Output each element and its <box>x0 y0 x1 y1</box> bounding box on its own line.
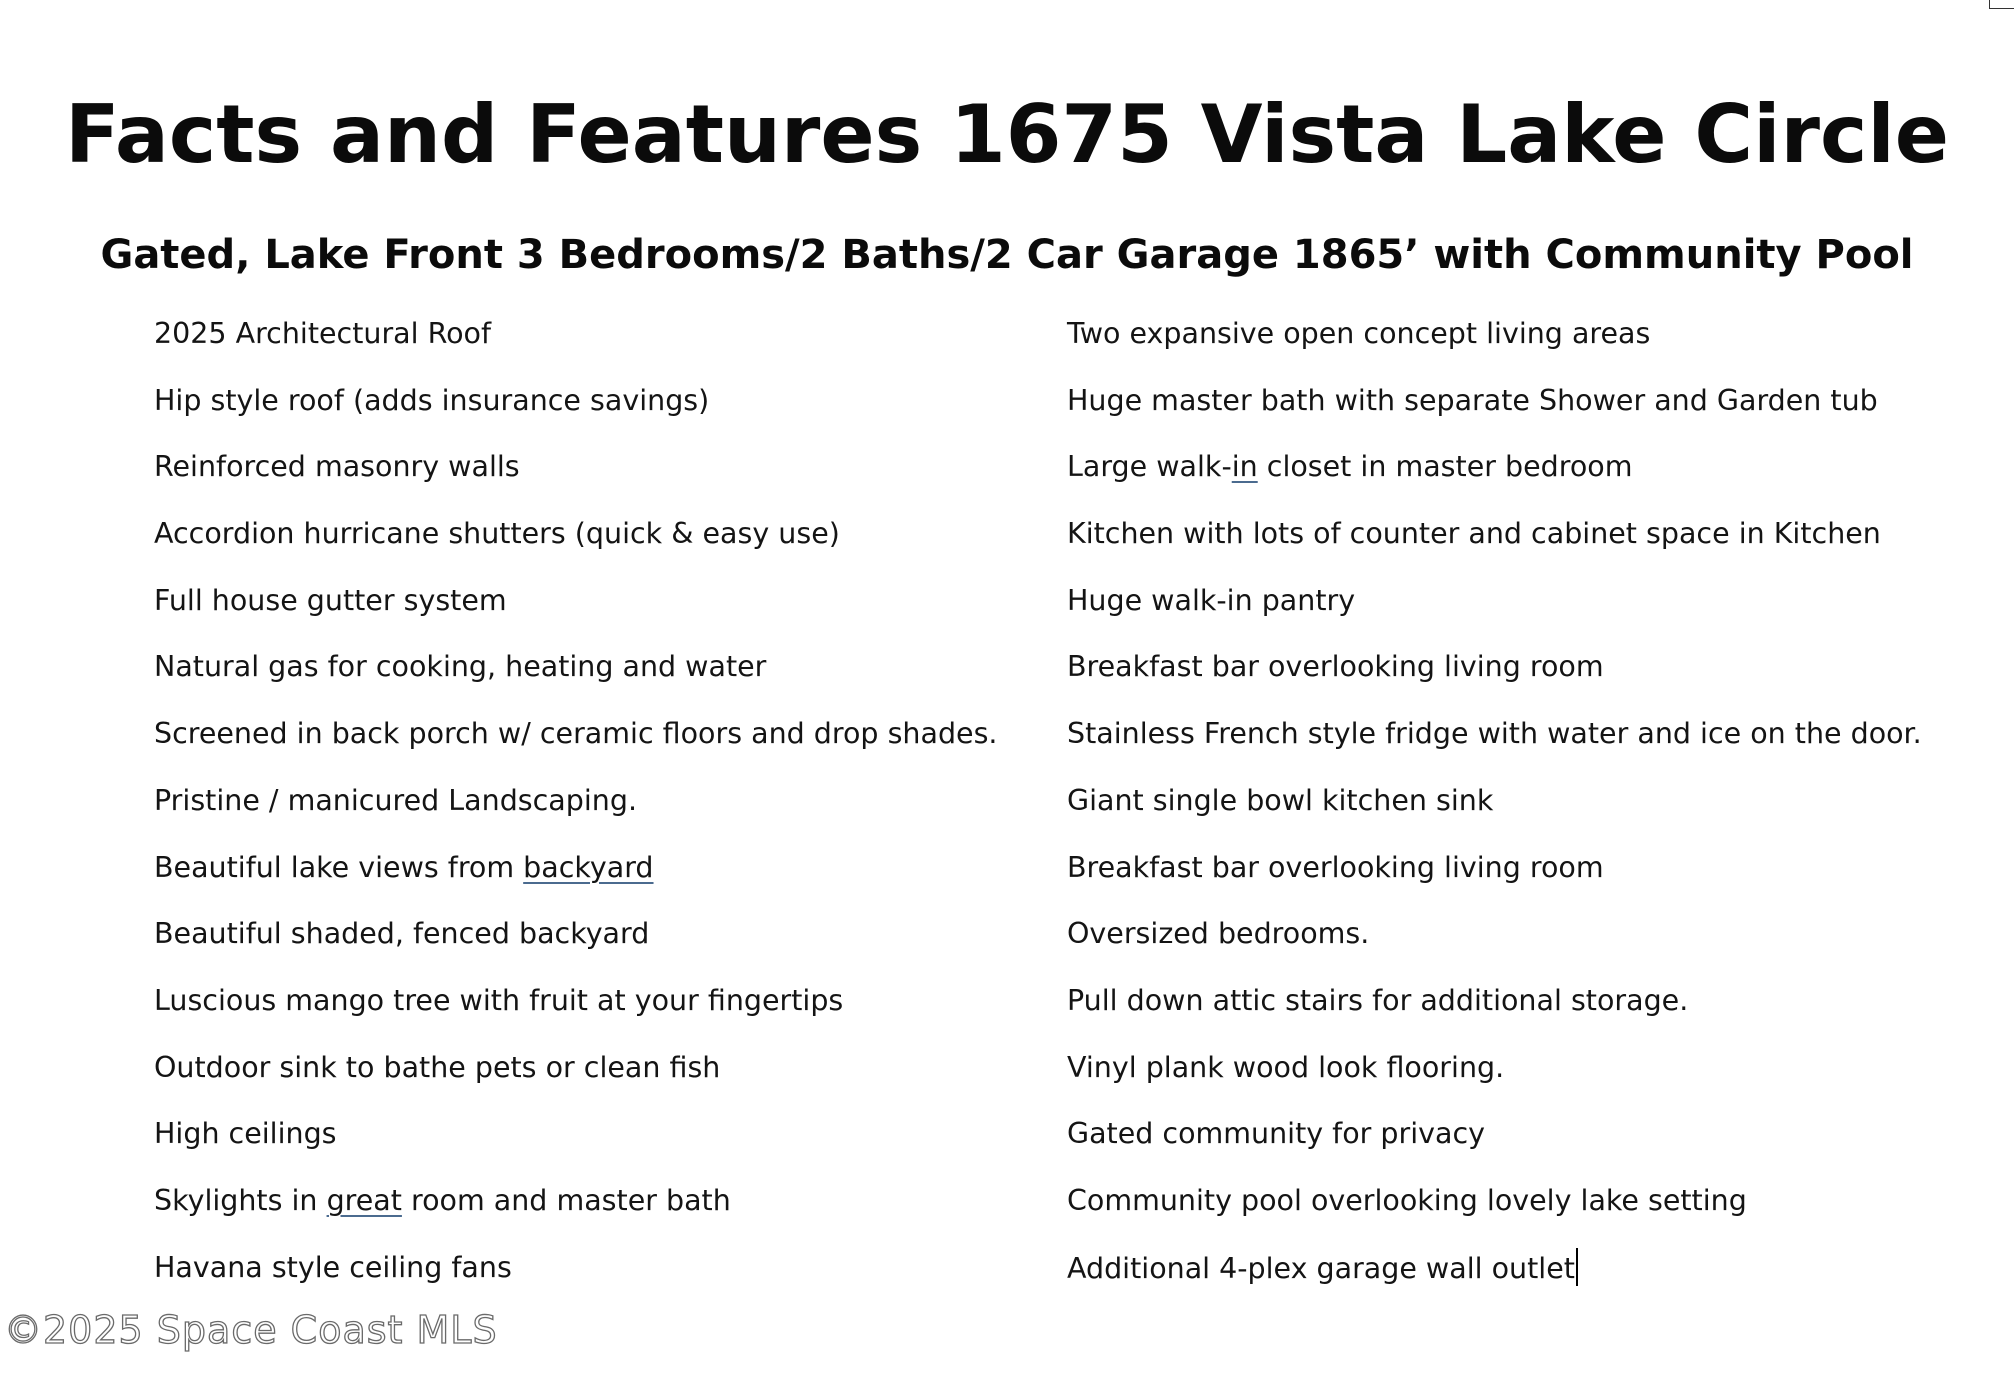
feature-item: Huge master bath with separate Shower and Garden tub <box>1067 383 1878 417</box>
feature-item: Hip style roof (adds insurance savings) <box>154 383 710 417</box>
feature-item: Screened in back porch w/ ceramic floors and drop shades. <box>154 717 998 751</box>
feature-item: Beautiful lake views from backyard <box>154 850 654 884</box>
feature-item: Additional 4-plex garage wall outlet <box>1067 1248 1987 1315</box>
text-caret <box>1576 1248 1578 1286</box>
feature-item: Reinforced masonry walls <box>154 450 520 484</box>
mls-watermark: ©2025 Space Coast MLS <box>4 1308 498 1352</box>
feature-item: Two expansive open concept living areas <box>1067 317 1651 350</box>
page-subtitle: Gated, Lake Front 3 Bedrooms/2 Baths/2 Car Garage 1865’ with Community Pool <box>100 232 1914 278</box>
left-feature-list <box>154 314 1034 1314</box>
feature-item: Vinyl plank wood look flooring. <box>1067 1050 1505 1084</box>
feature-item: Pristine / manicured Landscaping. <box>154 783 637 817</box>
feature-item: Accordion hurricane shutters (quick & easy use) <box>154 517 840 551</box>
feature-item: Huge walk-in pantry <box>1067 583 1356 617</box>
feature-item: Full house gutter system <box>154 583 507 617</box>
feature-item: Outdoor sink to bathe pets or clean fish <box>154 1050 721 1084</box>
feature-item: Natural gas for cooking, heating and water <box>154 650 767 684</box>
feature-item: 2025 Architectural Roof <box>154 317 492 350</box>
spellcheck-underline: backyard <box>523 850 654 884</box>
feature-item: High ceilings <box>154 1117 337 1151</box>
feature-item: Kitchen with lots of counter and cabinet space in Kitchen <box>1067 517 1881 551</box>
right-feature-list <box>1067 314 1987 1314</box>
feature-item: Skylights in great room and master bath <box>154 1183 731 1217</box>
feature-item: Havana style ceiling fans <box>154 1250 512 1284</box>
feature-item: Breakfast bar overlooking living room <box>1067 650 1604 684</box>
spellcheck-underline: great <box>326 1183 402 1217</box>
feature-item: Oversized bedrooms. <box>1067 917 1370 951</box>
feature-item: Large walk-in closet in master bedroom <box>1067 450 1633 484</box>
feature-item: Luscious mango tree with fruit at your fingertips <box>154 983 844 1017</box>
spellcheck-underline: in <box>1231 450 1258 484</box>
feature-item: Gated community for privacy <box>1067 1117 1486 1151</box>
feature-item: Pull down attic stairs for additional storage. <box>1067 983 1689 1017</box>
feature-item: Stainless French style fridge with water and ice on the door. <box>1067 717 1922 751</box>
feature-item: Community pool overlooking lovely lake setting <box>1067 1183 1747 1217</box>
feature-item: Giant single bowl kitchen sink <box>1067 783 1494 817</box>
page-corner-mark <box>1989 0 2014 9</box>
page-title: Facts and Features 1675 Vista Lake Circle <box>64 88 1950 181</box>
feature-item: Beautiful shaded, fenced backyard <box>154 917 650 951</box>
feature-item: Breakfast bar overlooking living room <box>1067 850 1604 884</box>
